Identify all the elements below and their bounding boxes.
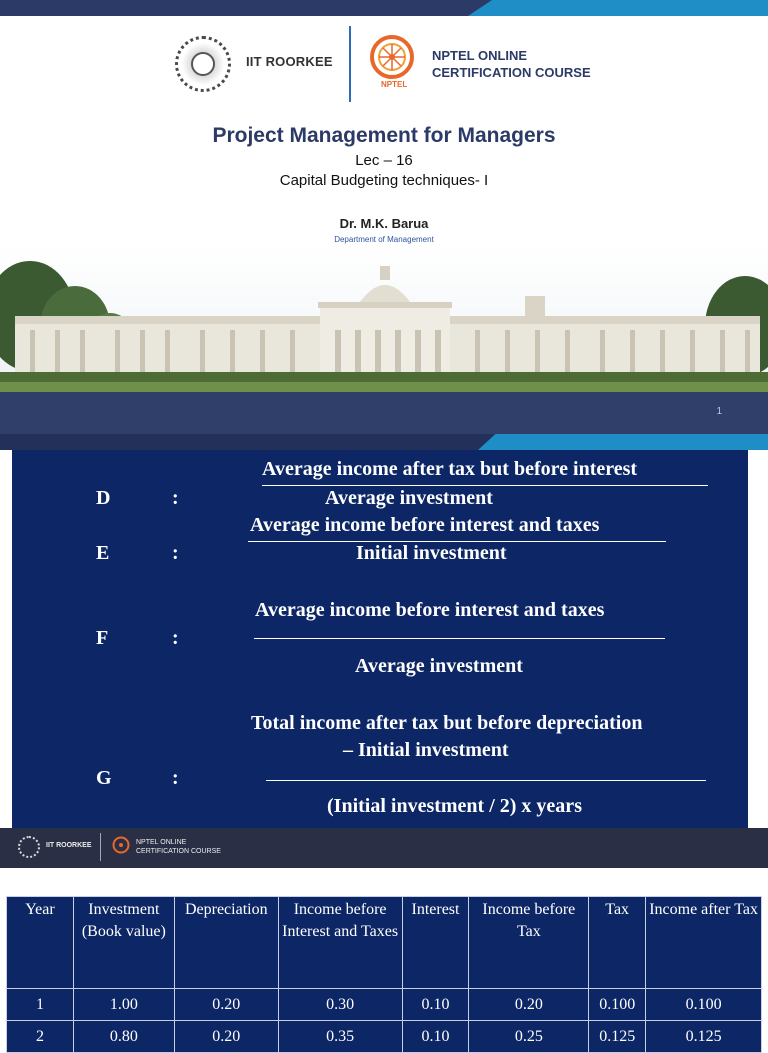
table-cell: 0.125 [646,1021,762,1053]
footer-nptel-line2: CERTIFICATION COURSE [136,848,221,855]
formula-f-denominator: Average investment [355,655,523,677]
table-header-cell: Income before Tax [469,897,589,989]
table-header-cell: Interest [402,897,469,989]
logo-divider [349,26,351,102]
formula-g-numerator-line2: – Initial investment [343,739,509,761]
formula-d-letter: D [96,487,111,509]
formula-g-fraction-line [266,780,706,781]
footer-divider [100,833,101,861]
nptel-logo-text: NPTEL [381,80,408,89]
nptel-title-line1: NPTEL ONLINE [432,48,528,63]
table-cell: 0.25 [469,1021,589,1053]
table-header-cell: Income after Tax [646,897,762,989]
formula-d-fraction-line [262,485,708,486]
formula-footer-bar [0,828,768,868]
table-header-cell: Year [7,897,74,989]
footer-iit-label: IIT ROORKEE [46,842,92,849]
formula-d-denominator: Average investment [325,487,493,509]
formula-e-denominator: Initial investment [356,542,507,564]
title-slide [0,0,768,450]
lecture-topic: Capital Budgeting techniques- I [279,172,489,189]
logo-row [0,24,768,104]
formula-f-fraction-line [254,638,665,639]
table-header-row [7,897,762,989]
table-cell: 1 [7,989,74,1021]
formula-slide [0,450,768,860]
formula-e-colon: : [172,542,179,564]
nptel-logo-icon [112,836,130,854]
table-cell: 0.30 [278,989,402,1021]
table-cell: 0.10 [402,1021,469,1053]
table-header-cell: Tax [589,897,646,989]
formula-e-letter: E [96,542,110,564]
formula-g-denominator: (Initial investment / 2) x years [327,795,582,817]
title-footer-bar [0,392,768,434]
table-cell: 0.10 [402,989,469,1021]
table-header-cell: Investment (Book value) [73,897,174,989]
table-cell: 0.20 [174,1021,278,1053]
formula-e-numerator: Average income before interest and taxes [250,514,600,536]
formula-f-colon: : [172,627,179,649]
page-number: 1 [716,406,722,417]
formula-g-letter: G [96,767,112,789]
nptel-logo-icon [369,34,415,80]
formula-g-numerator-line1: Total income after tax but before depreciation [251,712,643,734]
table-cell: 0.100 [589,989,646,1021]
formula-panel [12,450,748,828]
formula-f-letter: F [96,627,109,649]
table-cell: 0.80 [73,1021,174,1053]
iit-roorkee-label: IIT ROORKEE [246,54,333,69]
formula-g-colon: : [172,767,179,789]
iit-roorkee-seal-icon [175,36,231,92]
footer-nptel-label [136,838,221,856]
table-slide [0,868,768,1045]
formula-d-numerator: Average income after tax but before interest [262,458,638,480]
table-cell: 0.100 [646,989,762,1021]
iit-roorkee-seal-icon [18,836,40,858]
table-header-cell: Income before Interest and Taxes [278,897,402,989]
author-name: Dr. M.K. Barua [339,216,429,231]
campus-building-image [0,246,768,392]
nptel-title-line2: CERTIFICATION COURSE [432,65,591,80]
table-header-cell: Depreciation [174,897,278,989]
table-cell: 1.00 [73,989,174,1021]
table-cell: 0.35 [278,1021,402,1053]
formula-f-numerator: Average income before interest and taxes [255,599,605,621]
table-row [7,1021,762,1053]
table-cell: 2 [7,1021,74,1053]
title-footer-accent [478,434,768,450]
top-bar-accent [468,0,768,16]
lecture-number: Lec – 16 [355,152,413,169]
footer-nptel-line1: NPTEL ONLINE [136,839,187,846]
table-cell: 0.20 [174,989,278,1021]
department: Department of Management [334,235,434,244]
course-title: Project Management for Managers [212,124,556,147]
table-cell: 0.125 [589,1021,646,1053]
income-table [6,896,762,1053]
nptel-title [432,47,591,81]
table-cell: 0.20 [469,989,589,1021]
formula-d-colon: : [172,487,179,509]
table-row [7,989,762,1021]
